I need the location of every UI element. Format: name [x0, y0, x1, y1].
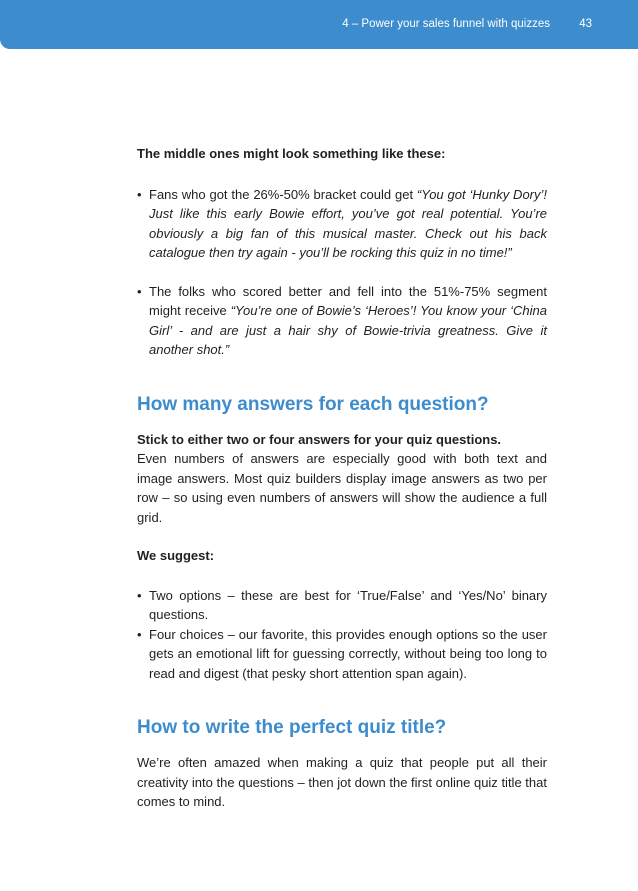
bullet-lead-text: Fans who got the 26%-50% bracket could get [149, 186, 417, 202]
bullet-quote-text: “You’re one of Bowie’s ‘Heroes’! You know your ‘China Girl’ - and are just a hair shy of Bowie-trivia greatness. Give it another shot.” [149, 303, 547, 357]
running-header-title: 4 – Power your sales funnel with quizzes [342, 18, 550, 30]
bullet-lead-text: The folks who scored better and fell into the 51%-75% segment might receive [149, 283, 547, 318]
page-header-bar [0, 0, 638, 49]
answers-body-paragraph: Even numbers of answers are especially good with both text and image answers. Most quiz builders display image answers as two per row – so using even numbers of answers will show the audience a full grid. [137, 451, 547, 525]
page-number: 43 [579, 18, 592, 30]
title-body-paragraph: We’re often amazed when making a quiz that people put all their creativity into the questions – then jot down the first online quiz title that comes to mind. [137, 755, 547, 809]
suggestions-list [137, 586, 547, 684]
page-body [137, 144, 547, 812]
bullet-quote-text: “You got ‘Hunky Dory’! Just like this early Bowie effort, you’ve got real potential. You’re obviously a big fan of this musical master. Check out his back catalogue then try again - you’ll be rocking this quiz in no time!” [149, 186, 547, 260]
answers-bold-intro: Stick to either two or four answers for your quiz questions. [137, 431, 502, 447]
section-heading-title: How to write the perfect quiz title? [137, 717, 447, 738]
list-item [137, 282, 547, 360]
results-examples-list [137, 185, 547, 360]
list-item [137, 185, 547, 263]
suggest-label: We suggest: [137, 548, 215, 563]
list-item: • Two options – these are best for ‘True/False’ and ‘Yes/No’ binary questions. [137, 586, 547, 625]
section-heading-answers: How many answers for each question? [137, 393, 489, 415]
section-intro: The middle ones might look something like these: [137, 146, 446, 161]
list-item: • Four choices – our favorite, this provides enough options so the user gets an emotional lift for guessing correctly, without being too long to read and digest (that pesky short attention span again). [137, 625, 547, 684]
